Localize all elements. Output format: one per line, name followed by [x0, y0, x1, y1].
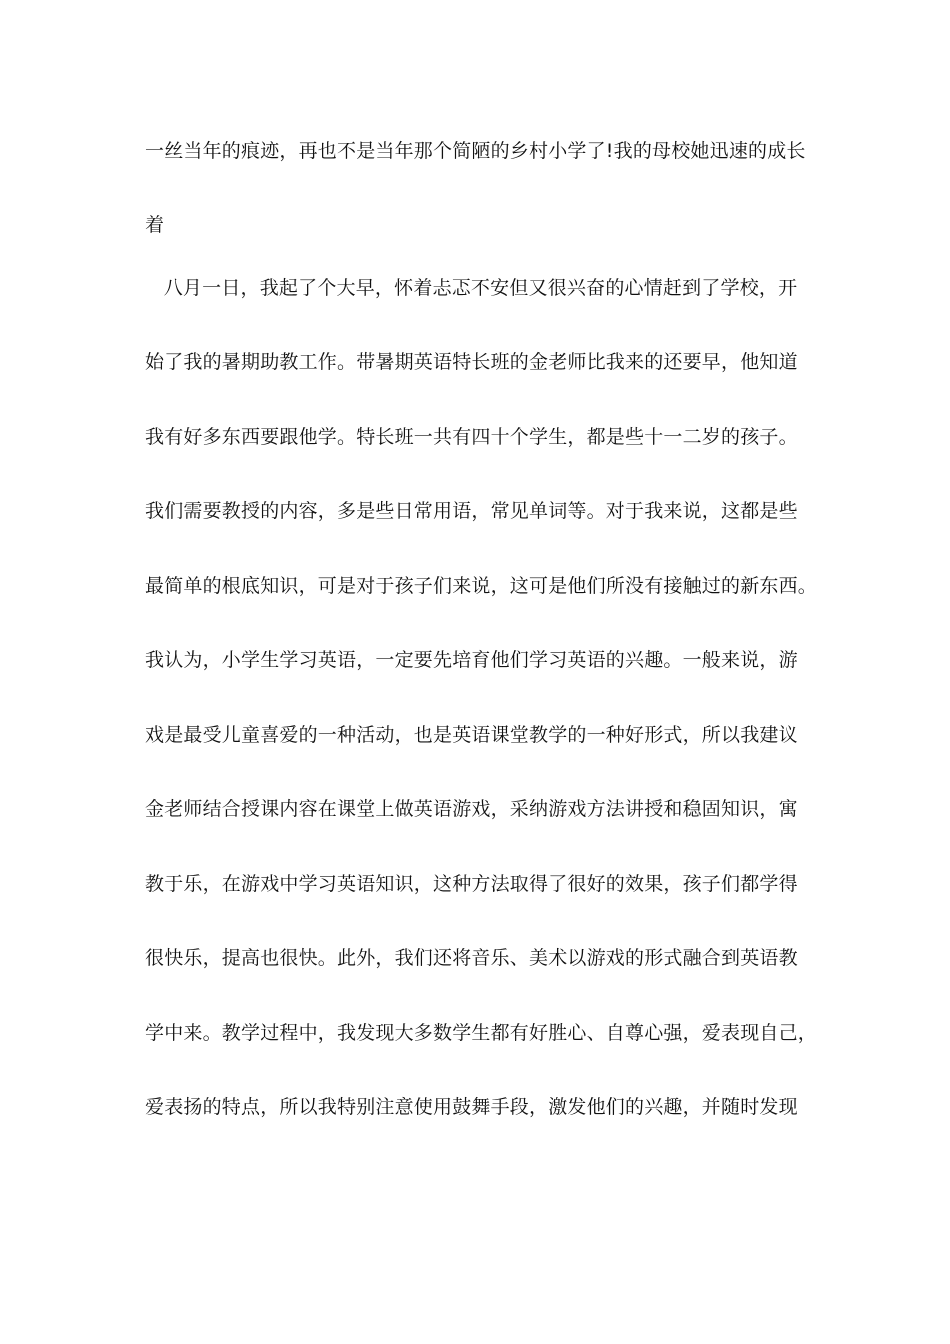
text-line: 学中来。教学过程中，我发现大多数学生都有好胜心、自尊心强，爱表现自己， [145, 1022, 818, 1044]
text-line: 着 [145, 214, 165, 236]
text-line: 我有好多东西要跟他学。特长班一共有四十个学生，都是些十一二岁的孩子。 [145, 426, 798, 448]
text-line: 最简单的根底知识，可是对于孩子们来说，这可是他们所没有接触过的新东西。 [145, 575, 818, 597]
text-line: 八月一日，我起了个大早，怀着忐忑不安但又很兴奋的心情赶到了学校，开 [145, 277, 798, 299]
text-line: 教于乐，在游戏中学习英语知识，这种方法取得了很好的效果，孩子们都学得 [145, 873, 798, 895]
text-line: 一丝当年的痕迹，再也不是当年那个简陋的乡村小学了!我的母校她迅速的成长 [145, 140, 806, 162]
text-line: 戏是最受儿童喜爱的一种活动，也是英语课堂教学的一种好形式，所以我建议 [145, 724, 798, 746]
text-line: 爱表扬的特点，所以我特别注意使用鼓舞手段，激发他们的兴趣，并随时发现 [145, 1096, 798, 1118]
text-line: 很快乐，提高也很快。此外，我们还将音乐、美术以游戏的形式融合到英语教 [145, 947, 798, 969]
text-line: 我们需要教授的内容，多是些日常用语，常见单词等。对于我来说，这都是些 [145, 500, 798, 522]
text-line: 我认为，小学生学习英语，一定要先培育他们学习英语的兴趣。一般来说，游 [145, 649, 798, 671]
text-line: 金老师结合授课内容在课堂上做英语游戏，采纳游戏方法讲授和稳固知识，寓 [145, 798, 798, 820]
text-line: 始了我的暑期助教工作。带暑期英语特长班的金老师比我来的还要早，他知道 [145, 351, 798, 373]
